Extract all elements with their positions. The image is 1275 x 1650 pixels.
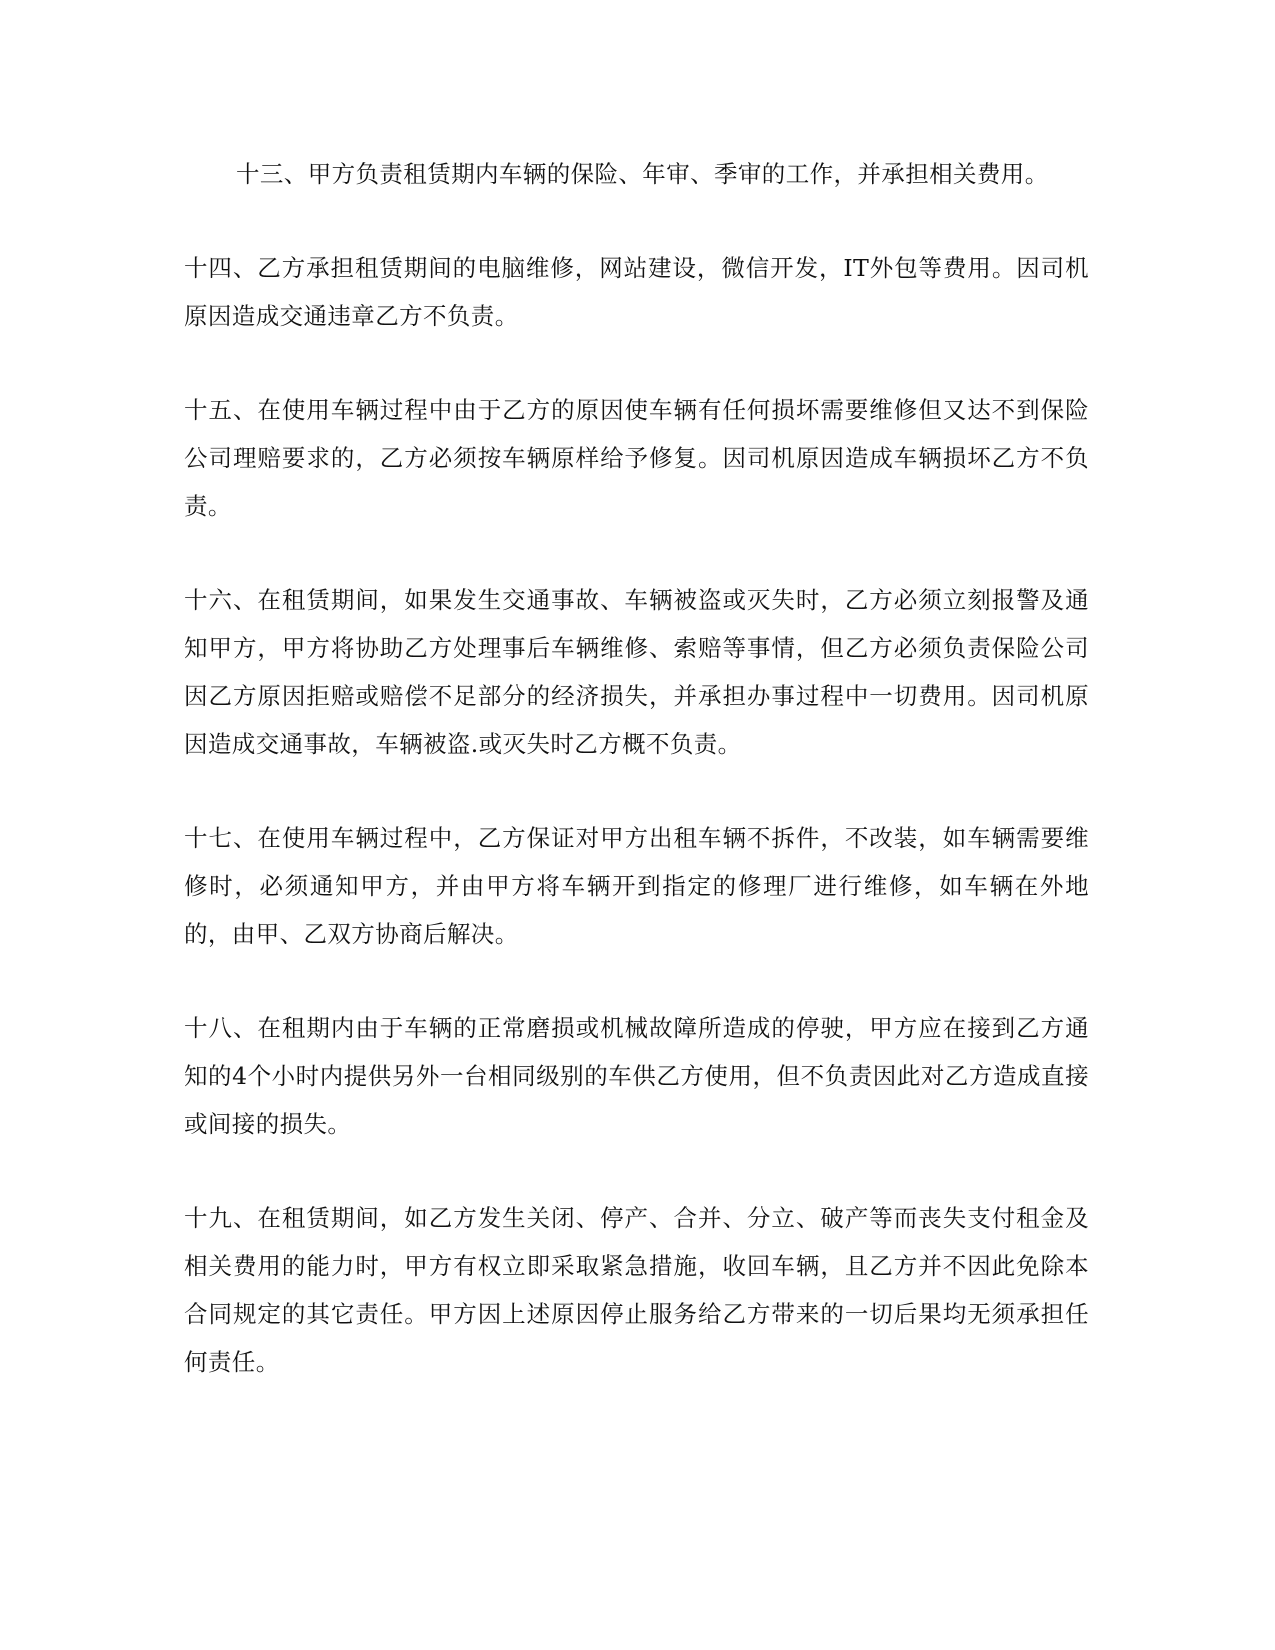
clause-13: 十三、甲方负责租赁期内车辆的保险、年审、季审的工作，并承担相关费用。 xyxy=(236,160,1049,188)
clause-15: 十五、在使用车辆过程中由于乙方的原因使车辆有任何损坏需要维修但又达不到保险公司理赔要求的，乙方必须按车辆原样给予修复。因司机原因造成车辆损坏乙方不负责。 xyxy=(184,396,1089,520)
clause-17: 十七、在使用车辆过程中，乙方保证对甲方出租车辆不拆件，不改装，如车辆需要维修时，必须通知甲方，并由甲方将车辆开到指定的修理厂进行维修，如车辆在外地的，由甲、乙双方协商后解决。 xyxy=(184,824,1089,948)
document-body xyxy=(184,150,1089,1432)
clause-14: 十四、乙方承担租赁期间的电脑维修，网站建设，微信开发，IT外包等费用。因司机原因造成交通违章乙方不负责。 xyxy=(184,254,1089,330)
clause-19: 十九、在租赁期间，如乙方发生关闭、停产、合并、分立、破产等而丧失支付租金及相关费用的能力时，甲方有权立即采取紧急措施，收回车辆，且乙方并不因此免除本合同规定的其它责任。甲方因上述原因停止服务给乙方带来的一切后果均无须承担任何责任。 xyxy=(184,1204,1089,1376)
clause-16: 十六、在租赁期间，如果发生交通事故、车辆被盗或灭失时，乙方必须立刻报警及通知甲方，甲方将协助乙方处理事后车辆维修、索赔等事情，但乙方必须负责保险公司因乙方原因拒赔或赔偿不足部分的经济损失，并承担办事过程中一切费用。因司机原因造成交通事故，车辆被盗.或灭失时乙方概不负责。 xyxy=(184,586,1089,758)
clause-18: 十八、在租期内由于车辆的正常磨损或机械故障所造成的停驶，甲方应在接到乙方通知的4个小时内提供另外一台相同级别的车供乙方使用，但不负责因此对乙方造成直接或间接的损失。 xyxy=(184,1014,1089,1138)
